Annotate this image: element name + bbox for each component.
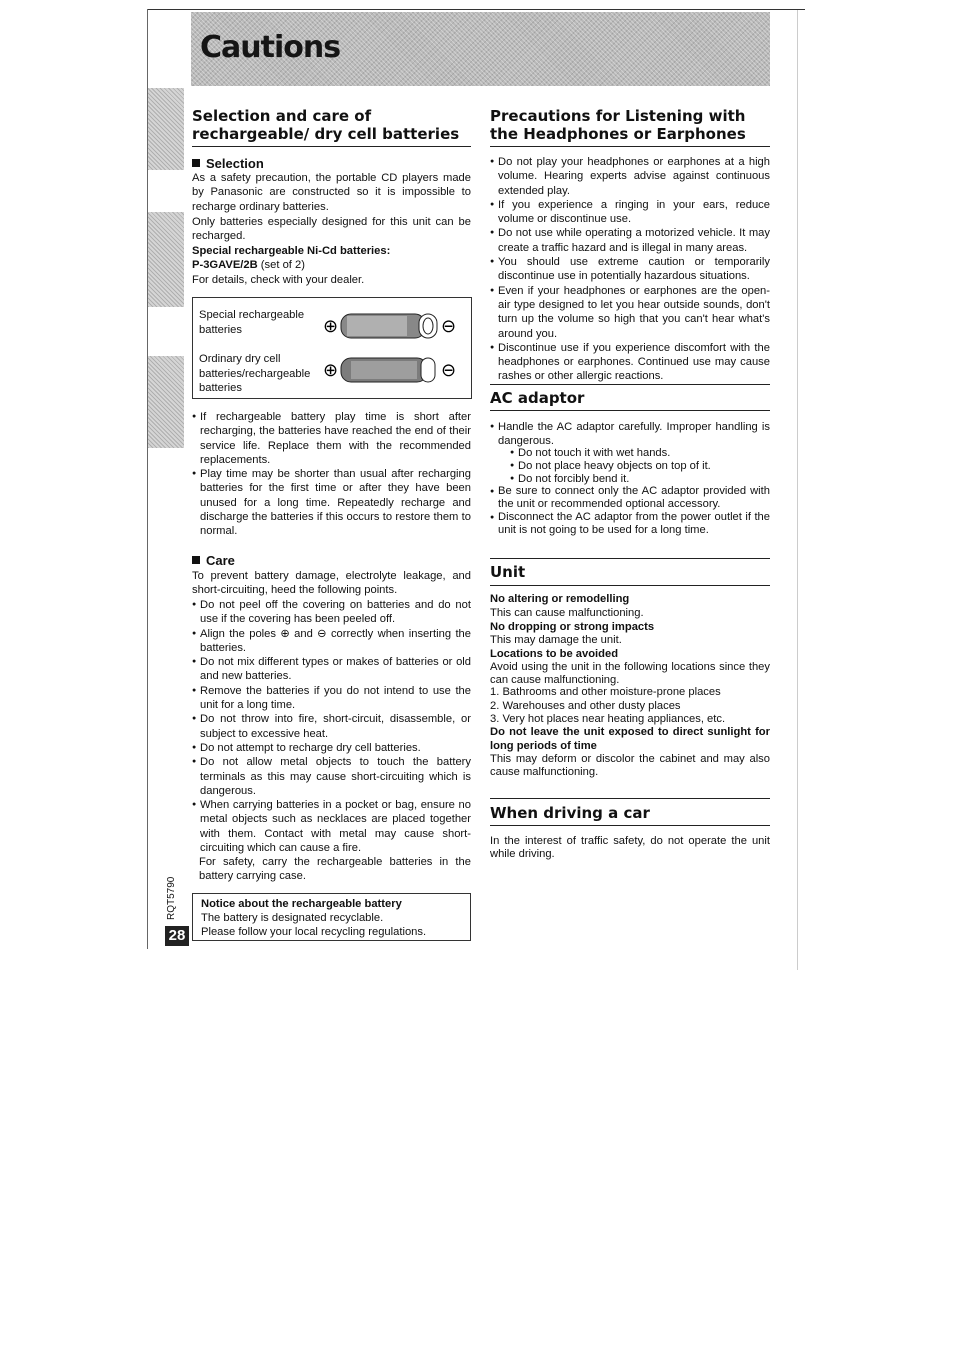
- frame-top-line: [147, 9, 805, 10]
- list-item: ● Do not peel off the covering on batteries and do not use if the covering has been peeled off.: [192, 598, 471, 627]
- square-bullet-icon: [192, 556, 200, 564]
- unit-subheading: Locations to be avoided: [490, 648, 619, 660]
- list-item: ● Discontinue use if you experience discomfort with the headphones or earphones. Continued use may cause rashes or other allergic reactions.: [490, 341, 770, 384]
- list-item: ● When carrying batteries in a pocket or bag, ensure no metal objects such as necklaces are placed together with them. Contact with metal may cause short-circuiting which can cause a fire.: [192, 798, 471, 855]
- list-item: ● Do not use while operating a motorized vehicle. It may create a traffic hazard and is illegal in many areas.: [490, 226, 770, 255]
- battery-comparison-box: [192, 297, 472, 399]
- list-item: ● Be sure to connect only the AC adaptor provided with the unit or recommended optional accessory.: [490, 485, 770, 511]
- unit-text: This may damage the unit.: [490, 634, 622, 646]
- carry-case-note: For safety, carry the rechargeable batteries in the battery carrying case.: [199, 856, 471, 883]
- svg-text:⊖: ⊖: [441, 360, 457, 381]
- list-item: ● If rechargeable battery play time is short after recharging, the batteries have reached the end of their service life. Replace them with the recommended replacements.: [192, 410, 471, 467]
- page-number: 28: [165, 926, 189, 946]
- battery-section-heading: Selection and care of rechargeable/ dry cell batteries: [192, 107, 460, 143]
- heading-rule: [490, 410, 770, 411]
- heading-rule: [192, 146, 471, 147]
- frame-right-line: [797, 10, 798, 970]
- svg-text:⊕: ⊕: [323, 360, 339, 381]
- list-item: ● Disconnect the AC adaptor from the power outlet if the unit is not going to be used for a long time.: [490, 511, 770, 537]
- list-item: ● Remove the batteries if you do not intend to use the unit for a long time.: [192, 684, 471, 713]
- list-item: ● Do not mix different types or makes of batteries or old and new batteries.: [192, 655, 471, 684]
- unit-text: This can cause malfunctioning.: [490, 607, 644, 619]
- unit-heading: Unit: [490, 563, 526, 581]
- side-texture: [148, 212, 184, 307]
- list-item: ● You should use extreme caution or temporarily discontinue use in potentially hazardous situations.: [490, 255, 770, 284]
- list-item: 2. Warehouses and other dusty places: [490, 699, 681, 712]
- headphones-list: [490, 155, 770, 384]
- page-title: Cautions: [200, 30, 341, 65]
- svg-text:⊕: ⊕: [323, 316, 339, 337]
- special-batteries-label: Special rechargeable Ni-Cd batteries:: [192, 245, 391, 257]
- driving-text: In the interest of traffic safety, do not operate the unit while driving.: [490, 835, 770, 861]
- ordinary-battery-illustration: [321, 354, 461, 386]
- ac-adaptor-list-2: [490, 485, 770, 537]
- selection-subheading: Selection: [192, 156, 264, 171]
- side-texture: [148, 88, 184, 170]
- ordinary-battery-label: Ordinary dry cell batteries/rechargeable batteries: [199, 353, 311, 394]
- list-item: ● If you experience a ringing in your ears, reduce volume or discontinue use.: [490, 198, 770, 227]
- list-item: 3. Very hot places near heating appliances, etc.: [490, 713, 726, 726]
- unit-subheading: No altering or remodelling: [490, 593, 630, 605]
- selection-paragraph: As a safety precaution, the portable CD players made by Panasonic are constructed so it is impossible to recharge ordinary batteries.: [192, 172, 471, 213]
- ac-adaptor-heading: AC adaptor: [490, 389, 585, 407]
- recycle-notice-box: [192, 893, 471, 941]
- side-texture: [148, 356, 184, 448]
- locations-list: [490, 686, 770, 727]
- list-item: ● Do not touch it with wet hands.: [510, 447, 770, 460]
- section-rule: [490, 384, 770, 385]
- headphones-section-heading: Precautions for Listening with the Headphones or Earphones: [490, 107, 746, 143]
- notice-title: Notice about the rechargeable battery: [201, 898, 402, 910]
- square-bullet-icon: [192, 159, 200, 167]
- list-item: ● Do not play your headphones or earphones at a high volume. Hearing experts advise against continuous extended play.: [490, 155, 770, 198]
- ac-adaptor-list: [490, 420, 770, 449]
- unit-text: Avoid using the unit in the following locations since they can cause malfunctioning.: [490, 661, 770, 686]
- care-intro: To prevent battery damage, electrolyte leakage, and short-circuiting, heed the following points.: [192, 570, 471, 597]
- list-item: ● Do not allow metal objects to touch the battery terminals as this may cause short-circuiting which is dangerous.: [192, 755, 471, 798]
- care-list: [192, 598, 471, 855]
- care-subheading: Care: [192, 553, 235, 568]
- battery-notes-list: [192, 410, 471, 539]
- list-item: ● Align the poles ⊕ and ⊖ correctly when inserting the batteries.: [192, 627, 471, 656]
- list-item: ● Handle the AC adaptor carefully. Improper handling is dangerous.: [490, 420, 770, 449]
- ac-adaptor-sublist: [510, 447, 770, 485]
- heading-rule: [490, 585, 770, 586]
- heading-rule: [490, 146, 770, 147]
- selection-paragraph-2: Only batteries especially designed for this unit can be recharged.: [192, 216, 471, 243]
- dealer-note: For details, check with your dealer.: [192, 274, 365, 286]
- list-item: 1. Bathrooms and other moisture-prone places: [490, 686, 721, 698]
- special-battery-illustration: [321, 310, 461, 342]
- unit-text: This may deform or discolor the cabinet and may also cause malfunctioning.: [490, 753, 770, 778]
- notice-line: Please follow your local recycling regulations.: [201, 926, 427, 938]
- section-rule: [490, 798, 770, 799]
- section-rule: [490, 558, 770, 559]
- document-code: RQT5790: [166, 876, 177, 920]
- svg-text:⊖: ⊖: [441, 316, 457, 337]
- list-item: ● Do not place heavy objects on top of it.: [510, 460, 770, 473]
- list-item: ● Do not throw into fire, short-circuit, disassemble, or subject to excessive heat.: [192, 712, 471, 741]
- special-battery-label: Special rechargeable batteries: [199, 309, 305, 336]
- unit-subheading: Do not leave the unit exposed to direct sunlight for long periods of time: [490, 726, 770, 752]
- list-item: ● Even if your headphones or earphones are the open-air type designed to let you hear outside sounds, don't turn up the volume so high that you can't hear what's around you.: [490, 284, 770, 341]
- driving-heading: When driving a car: [490, 804, 650, 822]
- unit-subheading: No dropping or strong impacts: [490, 621, 655, 633]
- list-item: ● Play time may be shorter than usual after recharging batteries for the first time or after they have been unused for a long time. Repeatedly recharge and discharge the batteries if this occurs to restore them to normal.: [192, 467, 471, 538]
- battery-model-line: P-3GAVE/2B (set of 2): [192, 259, 305, 271]
- heading-rule: [490, 825, 770, 826]
- list-item: ● Do not forcibly bend it.: [510, 473, 770, 486]
- list-item: ● Do not attempt to recharge dry cell batteries.: [192, 741, 471, 755]
- notice-line: The battery is designated recyclable.: [201, 912, 384, 924]
